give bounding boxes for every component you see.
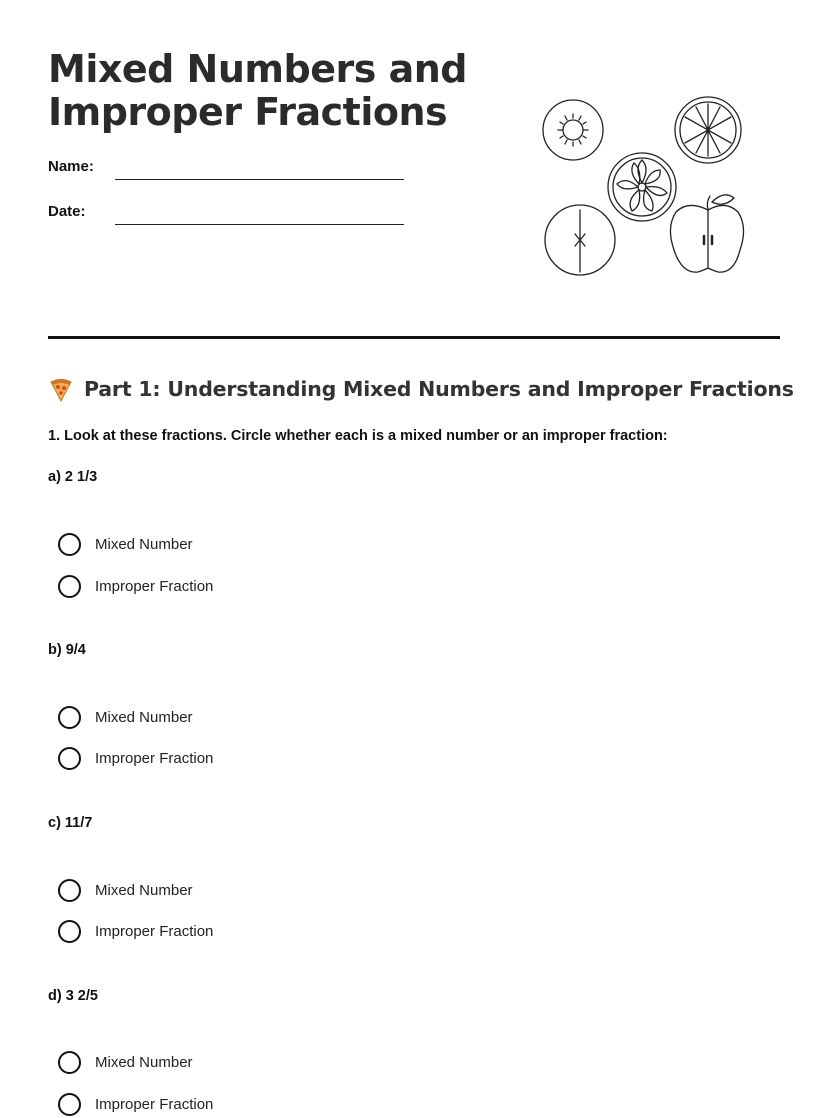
item-c-label: c) 11/7	[48, 815, 93, 831]
radio-circle[interactable]	[58, 533, 81, 556]
item-a-label: a) 2 1/3	[48, 469, 98, 485]
radio-circle[interactable]	[58, 920, 81, 943]
option-label: Improper Fraction	[95, 1095, 214, 1113]
item-c-option-improper[interactable]	[58, 919, 213, 943]
kiwi-slice-icon	[543, 100, 603, 160]
radio-circle[interactable]	[58, 1093, 81, 1116]
star-slice-icon	[675, 97, 741, 163]
fruit-slices-icon	[538, 92, 748, 282]
title-line-2: Improper Fractions	[48, 90, 448, 134]
item-d-option-improper[interactable]	[58, 1092, 213, 1116]
part1-heading-text: Part 1: Understanding Mixed Numbers and Improper Fractions	[84, 377, 794, 401]
round-fruit-slice-icon	[545, 205, 615, 275]
option-label: Improper Fraction	[95, 749, 214, 767]
title-line-1: Mixed Numbers and	[48, 47, 467, 91]
item-b-option-improper[interactable]	[58, 746, 213, 770]
worksheet-title	[48, 48, 488, 134]
orange-slice-icon	[608, 153, 676, 221]
date-line[interactable]	[115, 224, 404, 225]
date-label: Date:	[48, 203, 86, 220]
radio-circle[interactable]	[58, 747, 81, 770]
option-label: Mixed Number	[95, 708, 193, 726]
radio-circle[interactable]	[58, 706, 81, 729]
pizza-slice-icon	[48, 376, 74, 402]
option-label: Improper Fraction	[95, 922, 214, 940]
option-label: Mixed Number	[95, 535, 193, 553]
question-1: 1. Look at these fractions. Circle whether each is a mixed number or an improper fraction:	[48, 428, 668, 444]
radio-circle[interactable]	[58, 1051, 81, 1074]
apple-icon	[670, 195, 743, 272]
item-a-option-improper[interactable]	[58, 574, 213, 598]
radio-circle[interactable]	[58, 575, 81, 598]
item-b-label: b) 9/4	[48, 642, 86, 658]
radio-circle[interactable]	[58, 879, 81, 902]
item-d-label: d) 3 2/5	[48, 988, 98, 1004]
option-label: Mixed Number	[95, 881, 193, 899]
item-d-option-mixed[interactable]	[58, 1050, 193, 1074]
name-line[interactable]	[115, 179, 404, 180]
name-label: Name:	[48, 158, 94, 175]
part1-heading	[48, 372, 794, 406]
item-c-option-mixed[interactable]	[58, 878, 193, 902]
section-divider	[48, 336, 780, 339]
date-field	[48, 203, 408, 227]
name-field	[48, 158, 408, 182]
option-label: Mixed Number	[95, 1053, 193, 1071]
option-label: Improper Fraction	[95, 577, 214, 595]
item-b-option-mixed[interactable]	[58, 705, 193, 729]
item-a-option-mixed[interactable]	[58, 532, 193, 556]
